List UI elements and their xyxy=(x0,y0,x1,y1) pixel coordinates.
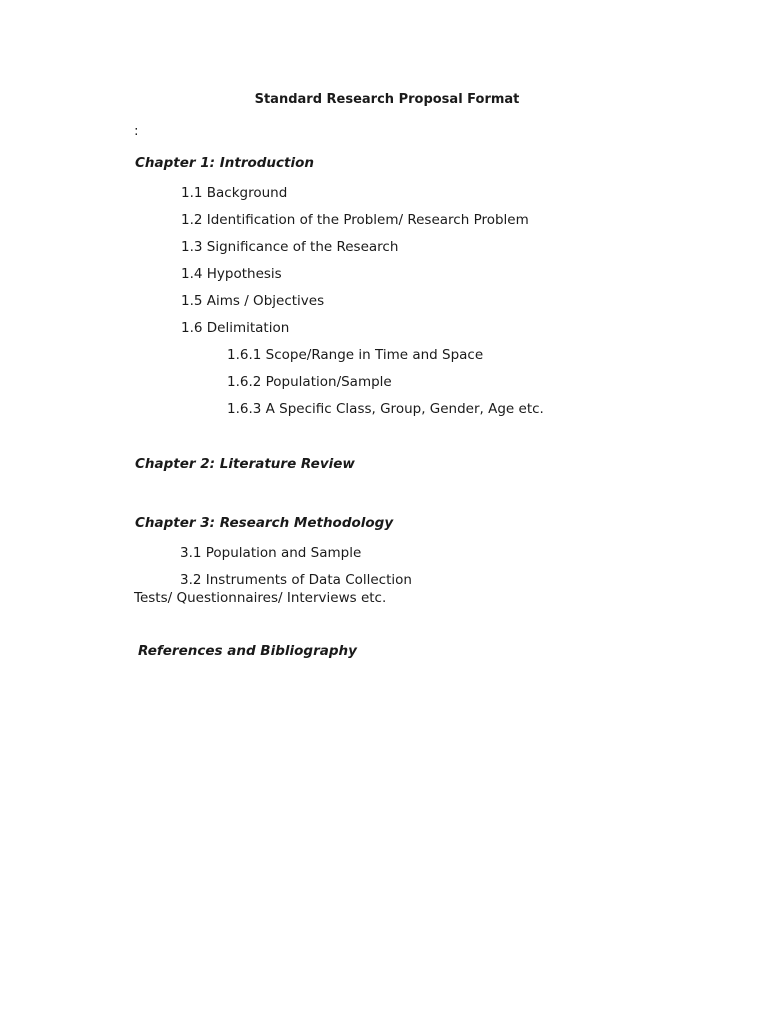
chapter1-item: 1.6 Delimitation xyxy=(181,320,290,336)
chapter3-item: 3.1 Population and Sample xyxy=(180,545,362,561)
chapter1-item: 1.2 Identification of the Problem/ Research Problem xyxy=(181,212,529,228)
chapter1-subitem: 1.6.1 Scope/Range in Time and Space xyxy=(227,347,484,363)
chapter3-item: 3.2 Instruments of Data Collection xyxy=(180,572,412,588)
chapter3-note: Tests/ Questionnaires/ Interviews etc. xyxy=(134,590,387,606)
chapter1-item: 1.4 Hypothesis xyxy=(181,266,282,282)
colon-line: : xyxy=(134,123,139,139)
document-title: Standard Research Proposal Format xyxy=(254,92,520,107)
chapter1-item: 1.1 Background xyxy=(181,185,288,201)
chapter1-heading: Chapter 1: Introduction xyxy=(135,155,315,171)
chapter1-subitem: 1.6.3 A Specific Class, Group, Gender, Age etc. xyxy=(227,401,544,417)
chapter1-item: 1.3 Significance of the Research xyxy=(181,239,399,255)
chapter2-heading: Chapter 2: Literature Review xyxy=(135,456,355,472)
references-heading: References and Bibliography xyxy=(138,643,357,659)
chapter3-heading: Chapter 3: Research Methodology xyxy=(135,515,394,531)
chapter1-item: 1.5 Aims / Objectives xyxy=(181,293,325,309)
chapter1-subitem: 1.6.2 Population/Sample xyxy=(227,374,392,390)
